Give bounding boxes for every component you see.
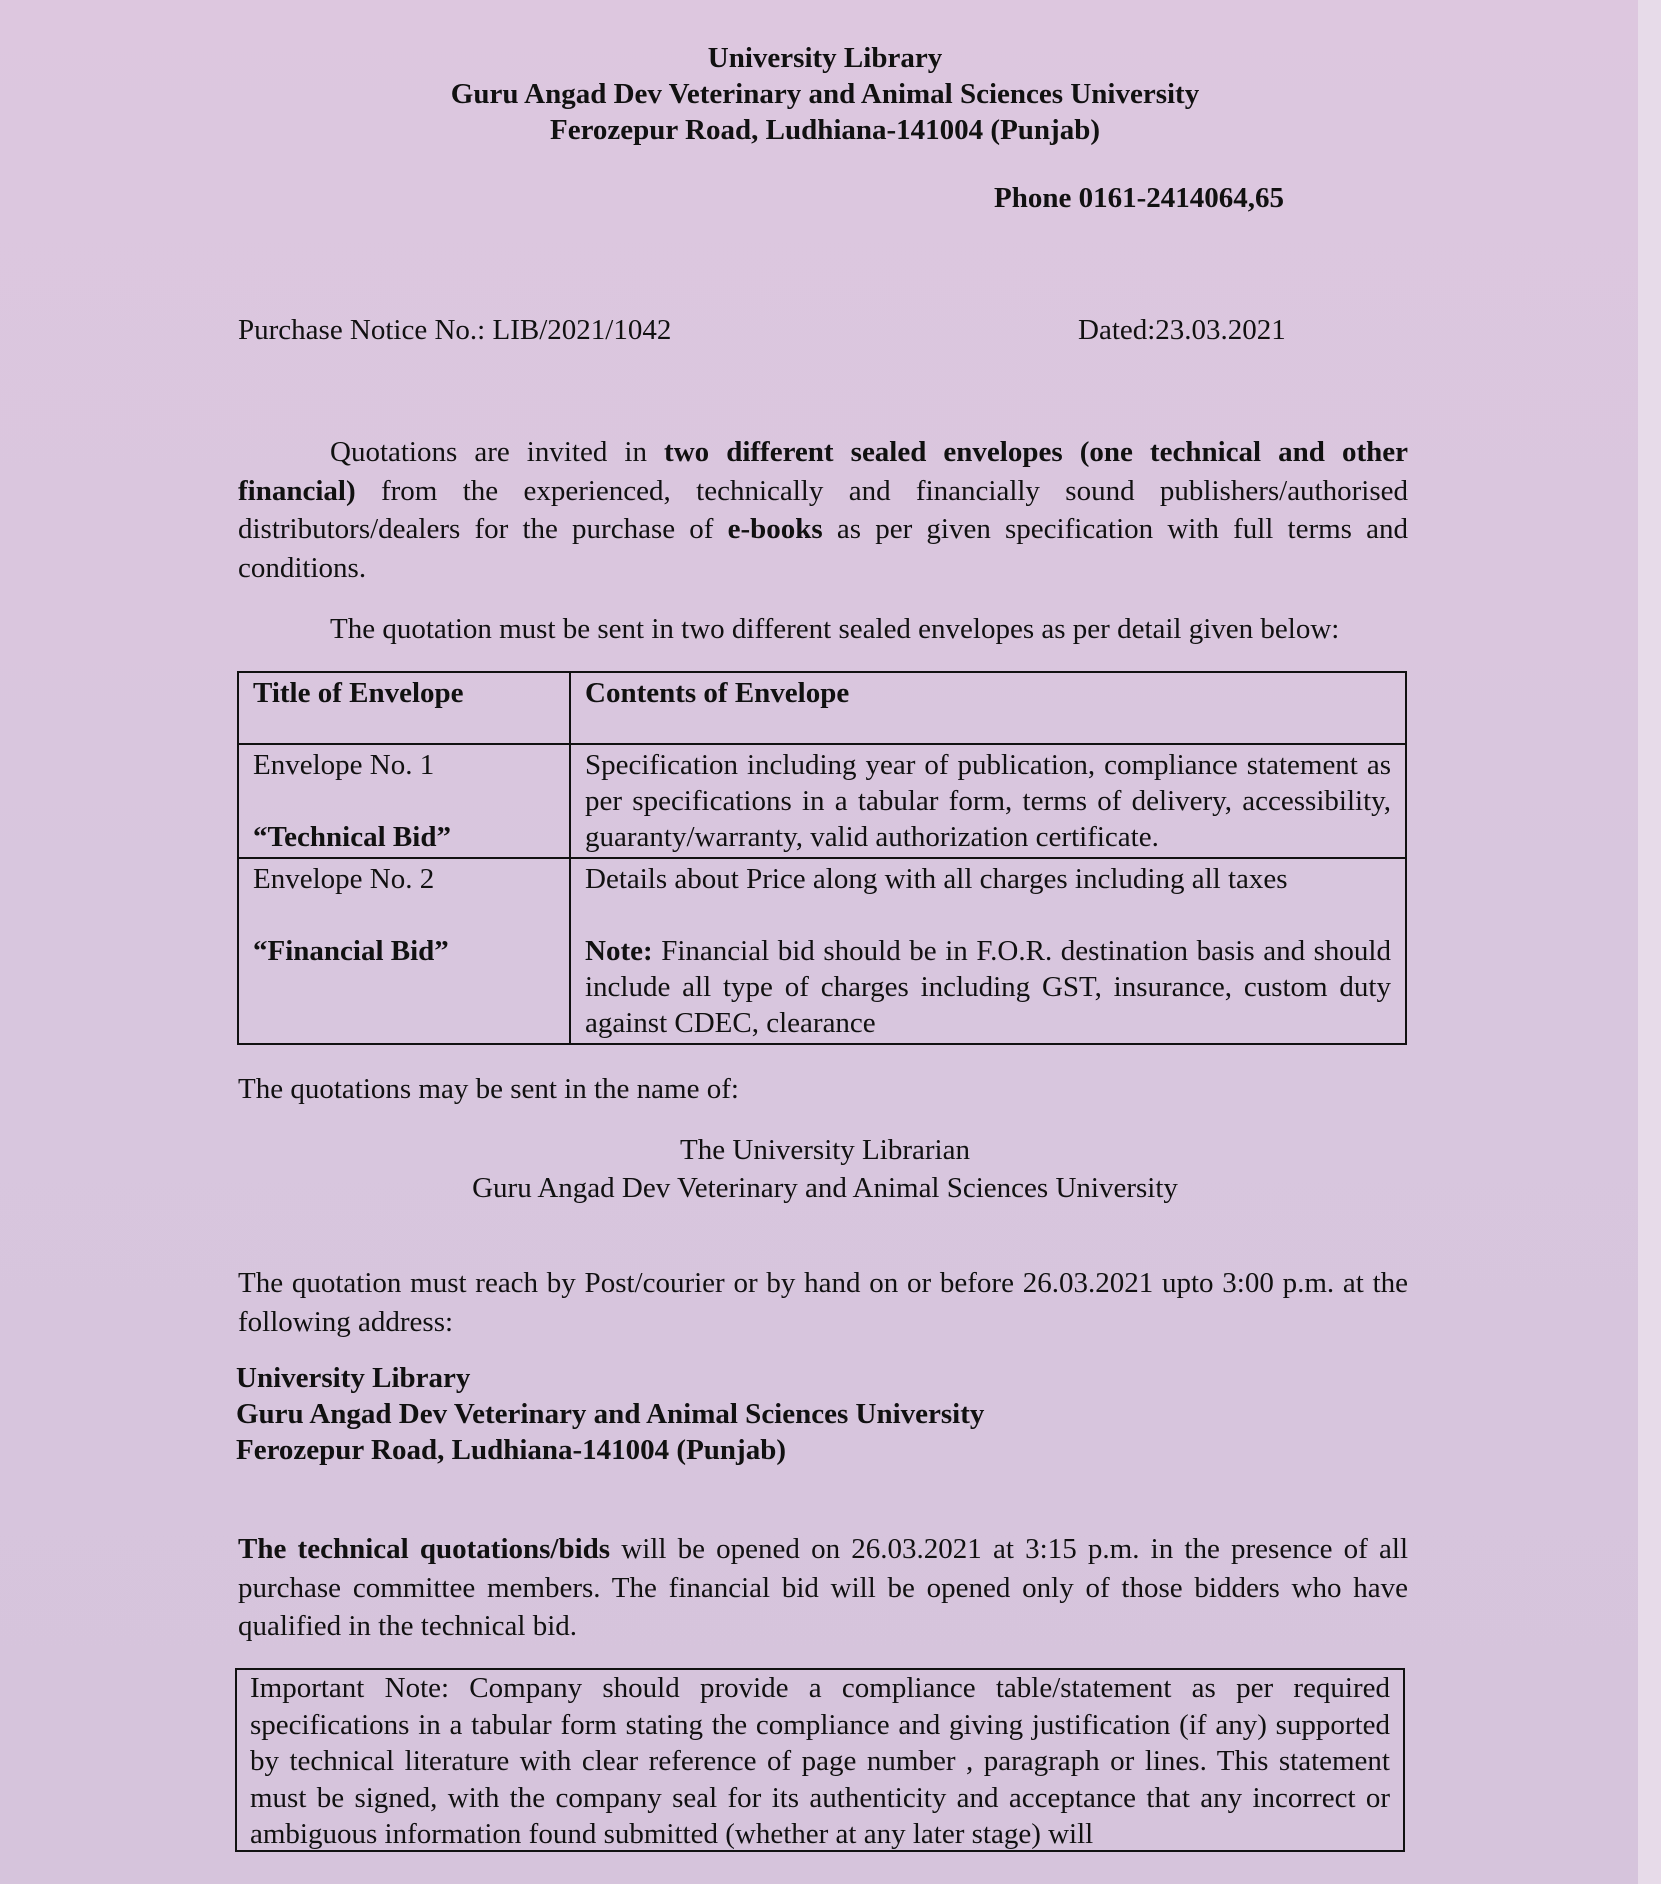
scanner-edge bbox=[1638, 0, 1661, 1884]
table-row bbox=[238, 858, 1406, 1044]
financial-contents: Details about Price along with all charges including all taxes bbox=[585, 863, 1288, 895]
send-name-intro: The quotations may be sent in the name of: bbox=[238, 1073, 739, 1105]
envelope-title-cell bbox=[238, 858, 570, 1044]
financial-note bbox=[585, 933, 1391, 1041]
note-label: Note: bbox=[585, 935, 653, 967]
opening-text: will be opened on 26.03.2021 at 3:15 p.m. in the presence of all purchase committee members. The financial bid will be opened only of those bidders who have qualified in the technical bid. bbox=[238, 1533, 1408, 1642]
intro-text-2: from the experienced, technically and financially sound publishers/authorised distributors/dealers for the purchase of bbox=[238, 474, 1408, 545]
letterhead-line-3: Ferozepur Road, Ludhiana-141004 (Punjab) bbox=[550, 114, 1100, 146]
envelope-table bbox=[237, 671, 1407, 1045]
intro-text-1: Quotations are invited in bbox=[330, 436, 665, 468]
letterhead bbox=[0, 40, 1650, 148]
bid-type: “Financial Bid” bbox=[253, 935, 449, 967]
envelope-number: Envelope No. 2 bbox=[253, 863, 435, 895]
intro-bold-ebooks: e-books bbox=[727, 513, 823, 545]
addressee-block bbox=[0, 1131, 1650, 1207]
header-title-of-envelope: Title of Envelope bbox=[238, 672, 570, 744]
table-row bbox=[238, 744, 1406, 858]
purchase-notice-number: Purchase Notice No.: LIB/2021/1042 bbox=[238, 314, 672, 346]
opening-paragraph bbox=[238, 1530, 1408, 1646]
envelope-number: Envelope No. 1 bbox=[253, 749, 435, 781]
mailing-address bbox=[236, 1360, 984, 1468]
phone-number: Phone 0161-2414064,65 bbox=[994, 182, 1284, 214]
intro-text-3: as per given specification with full terms and conditions. bbox=[238, 513, 1408, 584]
intro-bold-envelopes: two different sealed envelopes (one technical and other financial) bbox=[238, 436, 1408, 507]
envelope-contents-cell bbox=[570, 858, 1406, 1044]
letterhead-line-2: Guru Angad Dev Veterinary and Animal Sciences University bbox=[450, 78, 1200, 110]
envelope-table-header bbox=[238, 672, 1406, 744]
bid-type: “Technical Bid” bbox=[253, 821, 451, 853]
deadline-paragraph: The quotation must reach by Post/courier or by hand on or before 26.03.2021 upto 3:00 p.m. at the following address: bbox=[238, 1267, 1408, 1338]
important-note-box: Important Note: Company should provide a compliance table/statement as per required specifications in a tabular form stating the compliance and giving justification (if any) supported by technical literature with clear reference of page number , paragraph or lines. This statement must be signed, with the company seal for its authenticity and acceptance that any incorrect or ambiguous information found submitted (whether at any later stage) will bbox=[235, 1668, 1405, 1852]
header-contents-of-envelope: Contents of Envelope bbox=[570, 672, 1406, 744]
notice-date: Dated:23.03.2021 bbox=[1078, 314, 1286, 346]
intro-paragraph bbox=[238, 433, 1408, 587]
note-text: Financial bid should be in F.O.R. destination basis and should include all type of charges including GST, insurance, custom duty against CDEC, clearance bbox=[585, 935, 1391, 1039]
address-line-1: University Library bbox=[236, 1362, 471, 1394]
address-line-3: Ferozepur Road, Ludhiana-141004 (Punjab) bbox=[236, 1434, 786, 1466]
envelope-title-cell bbox=[238, 744, 570, 858]
letterhead-line-1: University Library bbox=[707, 42, 943, 74]
opening-bold: The technical quotations/bids bbox=[238, 1533, 611, 1565]
addressee-line-2: Guru Angad Dev Veterinary and Animal Sciences University bbox=[472, 1172, 1178, 1204]
addressee-line-1: The University Librarian bbox=[680, 1134, 970, 1166]
address-line-2: Guru Angad Dev Veterinary and Animal Sciences University bbox=[236, 1398, 985, 1430]
envelope-instruction: The quotation must be sent in two different sealed envelopes as per detail given below: bbox=[330, 613, 1340, 645]
envelope-contents-cell: Specification including year of publication, compliance statement as per specifications in a tabular form, terms of delivery, accessibility, guaranty/warranty, valid authorization certificate. bbox=[570, 744, 1406, 858]
